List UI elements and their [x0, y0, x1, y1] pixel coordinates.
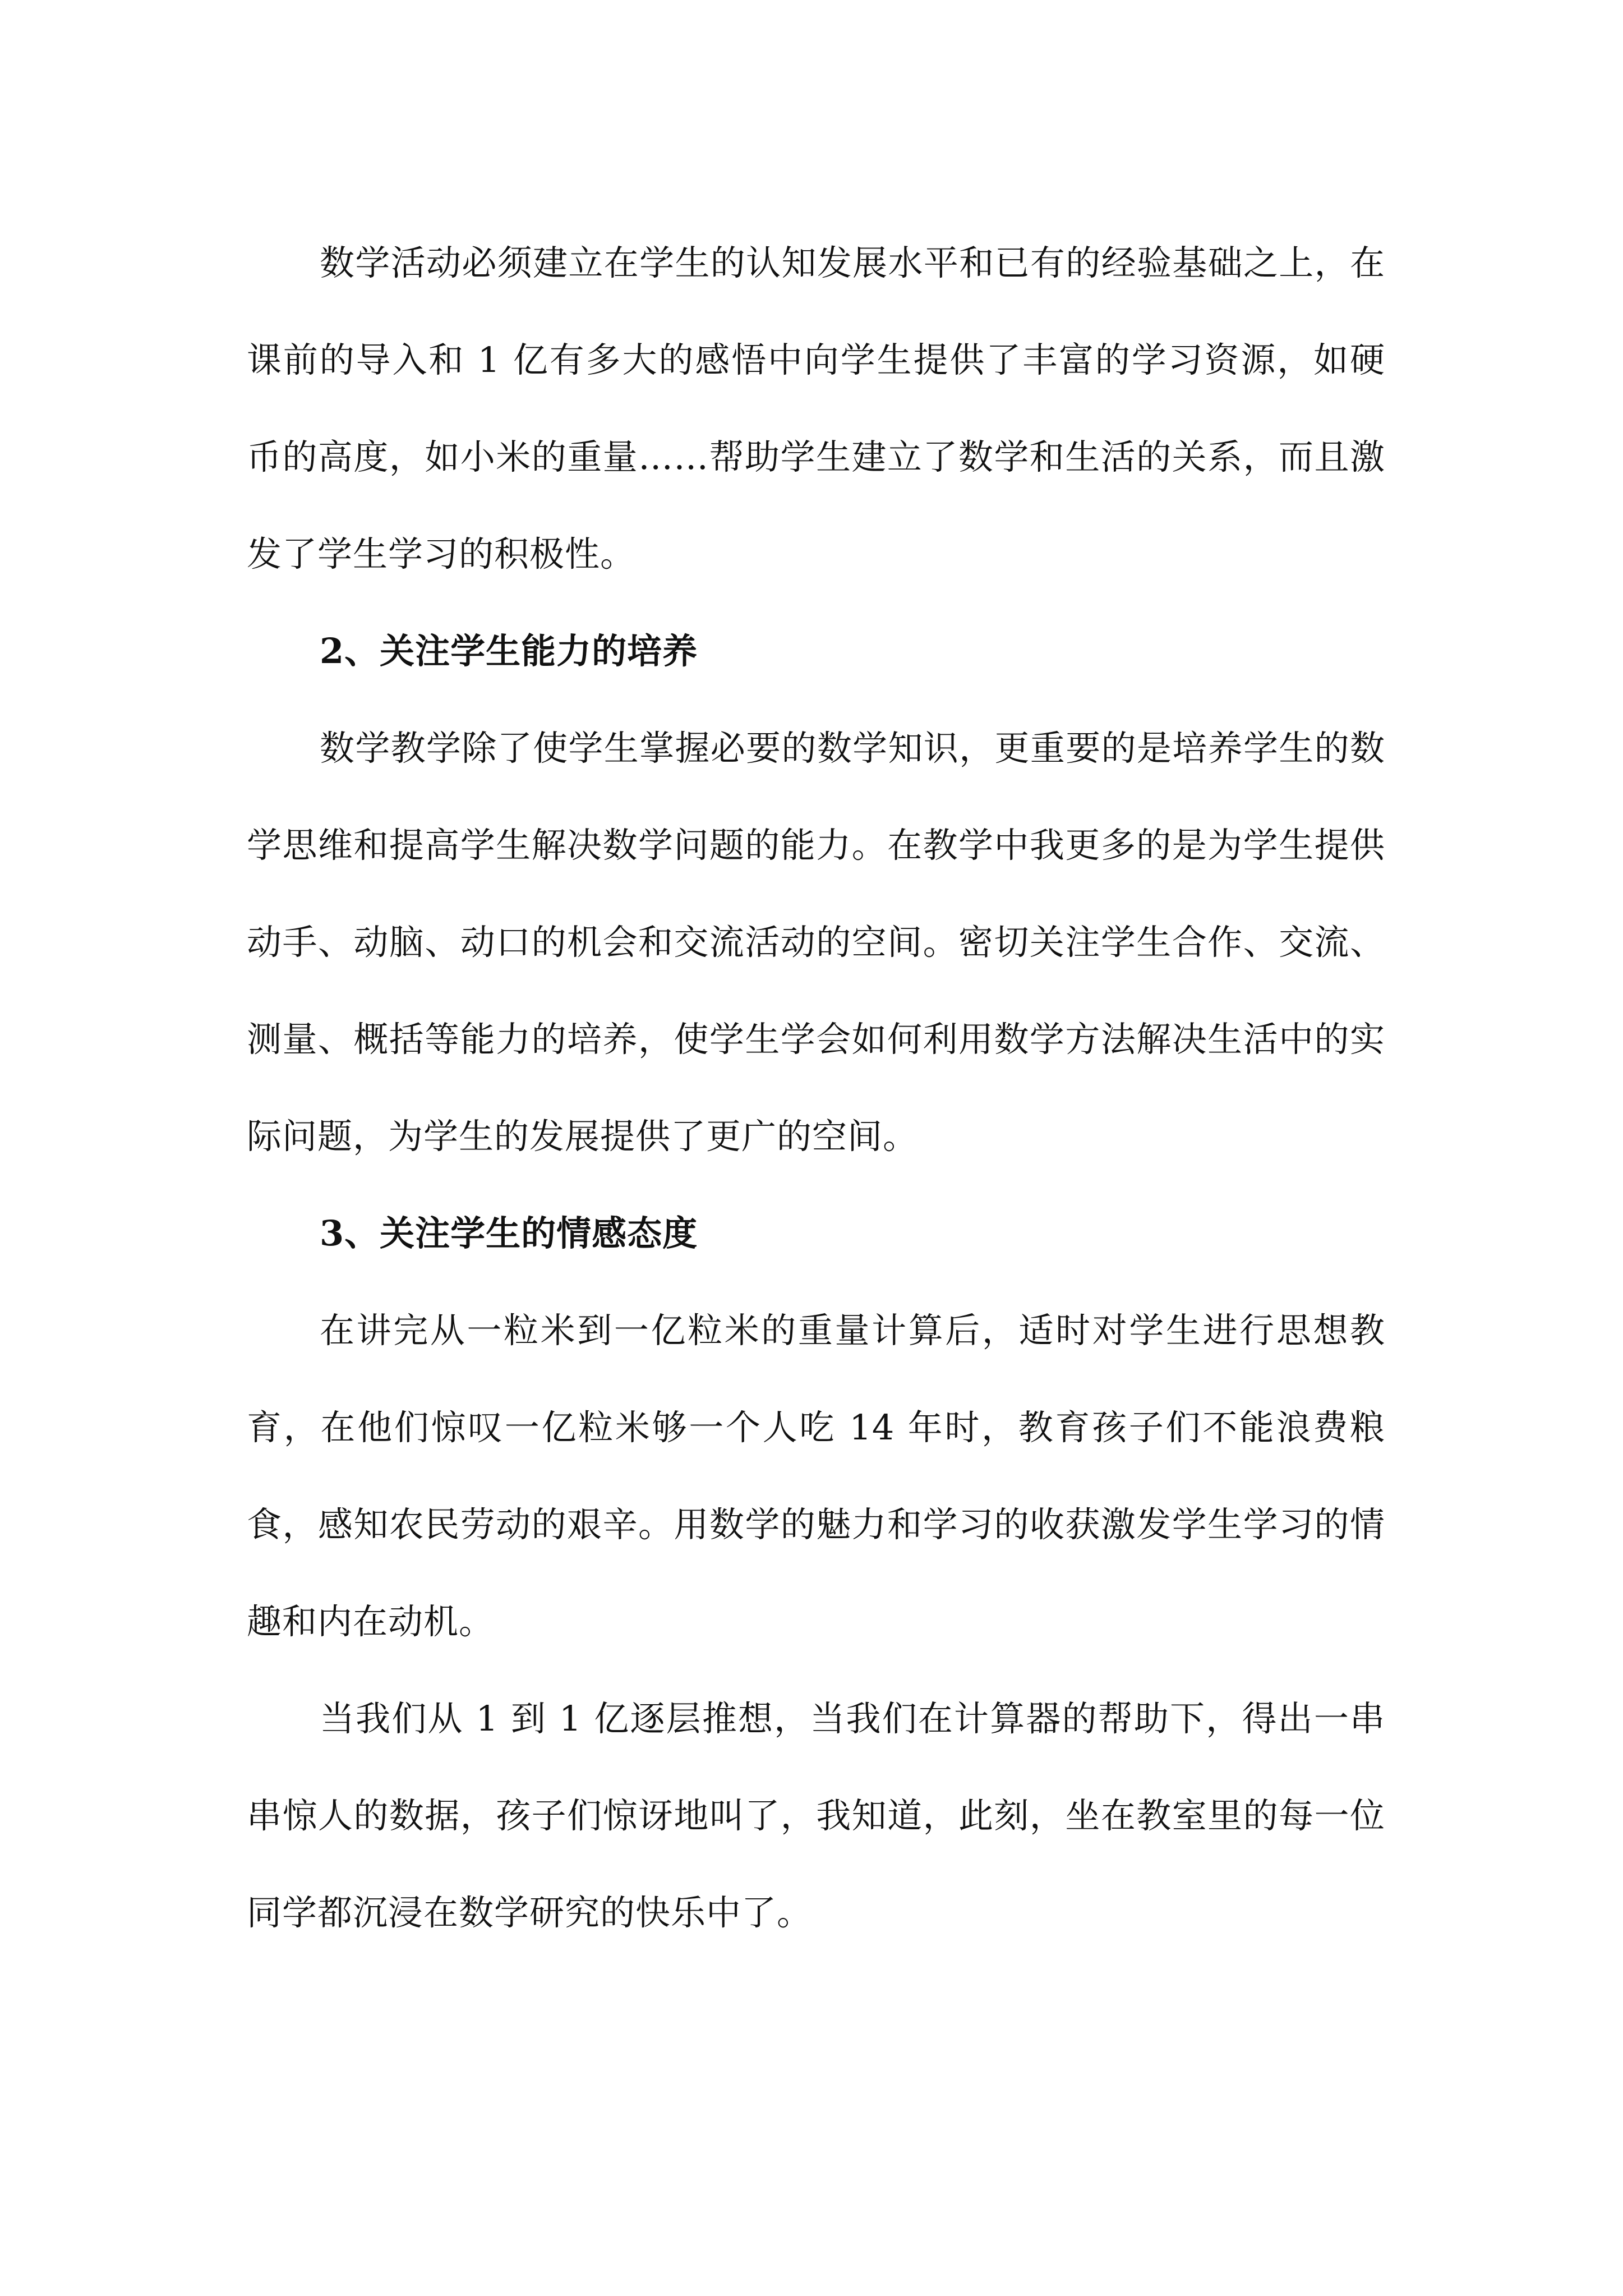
- paragraph-emotion-education: 在讲完从一粒米到一亿粒米的重量计算后，适时对学生进行思想教育，在他们惊叹一亿粒米够一个人吃 14 年时，教育孩子们不能浪费粮食，感知农民劳动的艰辛。用数学的魅力和学习的收获激发学生学习的情趣和内在动机。: [247, 1310, 1385, 1642]
- paragraph-ability-cultivation: 数学教学除了使学生掌握必要的数学知识，更重要的是培养学生的数学思维和提高学生解决数学问题的能力。在教学中我更多的是为学生提供动手、动脑、动口的机会和交流活动的空间。密切关注学生合作、交流、测量、概括等能力的培养，使学生学会如何利用数学方法解决生活中的实际问题，为学生的发展提供了更广的空间。: [247, 728, 1385, 1157]
- paragraph-closing: 当我们从 1 到 1 亿逐层推想，当我们在计算器的帮助下，得出一串串惊人的数据，孩子们惊讶地叫了，我知道，此刻，坐在教室里的每一位同学都沉浸在数学研究的快乐中了。: [247, 1698, 1385, 1933]
- paragraph-learning-resources: 数学活动必须建立在学生的认知发展水平和已有的经验基础之上，在课前的导入和 1 亿有多大的感悟中向学生提供了丰富的学习资源，如硬币的高度，如小米的重量……帮助学生建立了数学和生活的关系，而且激发了学生学习的积极性。: [247, 242, 1385, 574]
- document-body: [247, 214, 1385, 1961]
- section-heading-emotion: 3、关注学生的情感态度: [320, 1213, 698, 1254]
- section-heading-ability: 2、关注学生能力的培养: [320, 631, 698, 671]
